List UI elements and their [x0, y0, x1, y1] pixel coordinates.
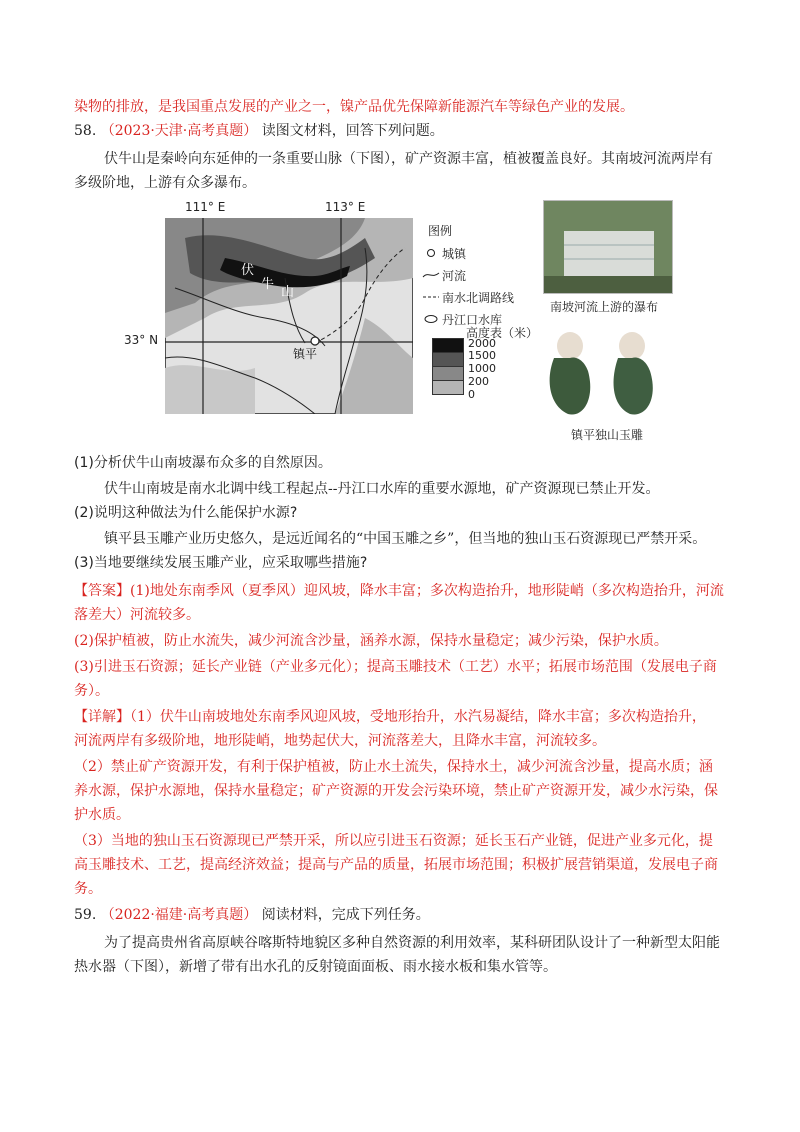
latitude-label: 33° N [124, 333, 159, 347]
detail-line: 务。 [74, 881, 102, 897]
detail-tag: 【详解】 [74, 709, 130, 725]
height-table-title: 高度表（米） [466, 326, 539, 340]
jade-carving-caption: 镇平独山玉雕 [571, 428, 644, 442]
elevation-band [432, 380, 464, 395]
material-paragraph: 伏牛山是秦岭向东延伸的一条重要山脉（下图），矿产资源丰富，植被覆盖良好。其南坡河流两岸有 [104, 151, 713, 167]
answer-line: 【答案】(1)地处东南季风（夏季风）迎风坡，降水丰富；多次构造抬升，地形陡峭（多次构造抬升，河流 [74, 583, 724, 599]
question-source: （2023·天津·高考真题） [100, 123, 258, 139]
detail-line: （2）禁止矿产资源开发，有利于保护植被，防止水土流失，保持水土，减少河流含沙量，提高水质；涵 [74, 759, 713, 775]
river-icon [420, 270, 442, 280]
waterfall-image [544, 201, 672, 293]
legend-item [420, 286, 550, 308]
question-number: 59. [74, 907, 97, 923]
elevation-scale [432, 338, 496, 402]
detail-line: 护水质。 [74, 807, 130, 823]
legend-label: 城镇 [442, 246, 467, 261]
detail-line: 河流两岸有多级阶地，地形陡峭，地势起伏大，河流落差大，且降水丰富，河流较多。 [74, 733, 606, 749]
longitude-label: 111° E [185, 200, 226, 214]
material-paragraph: 伏牛山南坡是南水北调中线工程起点--丹江口水库的重要水源地，矿产资源现已禁止开发。 [104, 481, 660, 497]
detail-line: （3）当地的独山玉石资源现已严禁开采，所以应引进玉石资源；延长玉石产业链，促进产业多元化，提 [74, 833, 713, 849]
detail-line: 高玉雕技术、工艺，提高经济效益；提高与产品的质量，拓展市场范围；积极扩展营销渠道，发展电子商 [74, 857, 718, 873]
sub-question-3: (3)当地要继续发展玉雕产业，应采取哪些措施? [74, 555, 368, 571]
material-paragraph: 多级阶地，上游有众多瀑布。 [74, 175, 256, 191]
legend-label: 丹江口水库 [442, 312, 503, 327]
elevation-value: 0 [468, 388, 475, 401]
question-instruction: 阅读材料，完成下列任务。 [261, 907, 430, 923]
prev-answer-tail: 染物的排放，是我国重点发展的产业之一，镍产品优先保障新能源汽车等绿色产业的发展。 [74, 99, 634, 115]
waterfall-photo [543, 200, 673, 294]
map-legend [420, 222, 550, 330]
elevation-band [432, 366, 464, 380]
legend-item [420, 264, 550, 286]
material-paragraph: 镇平县玉雕产业历史悠久，是远近闻名的“中国玉雕之乡”，但当地的独山玉石资源现已严禁开采。 [104, 531, 707, 547]
question-number: 58. [74, 123, 97, 139]
material-paragraph: 为了提高贵州省高原峡谷喀斯特地貌区多种自然资源的利用效率，某科研团队设计了一种新型太阳能 [104, 935, 720, 951]
elevation-bars [432, 338, 464, 402]
question-source: （2022·福建·高考真题） [100, 907, 258, 923]
town-label: 镇平 [293, 347, 318, 361]
legend-item [420, 242, 550, 264]
sub-question-1: (1)分析伏牛山南坡瀑布众多的自然原因。 [74, 455, 332, 471]
answer-line: 落差大）河流较多。 [74, 607, 200, 623]
detail-line: 【详解】（1）伏牛山南坡地处东南季风迎风坡，受地形抬升，水汽易凝结，降水丰富；多次构造抬升， [74, 709, 706, 725]
answer-line: (2)保护植被，防止水流失，减少河流含沙量，涵养水源，保持水量稳定；减少污染，保护水质。 [74, 633, 668, 649]
legend-title: 图例 [428, 224, 453, 238]
elevation-value: 200 [468, 375, 489, 388]
waterfall-caption: 南坡河流上游的瀑布 [550, 300, 659, 314]
answer-tag: 【答案】 [74, 583, 130, 599]
funiu-mountain-map [165, 218, 413, 414]
longitude-label: 113° E [325, 200, 366, 214]
question-instruction: 读图文材料，回答下列问题。 [261, 123, 444, 139]
answer-line: (3)引进玉石资源；延长产业链（产业多元化）；提高玉雕技术（工艺）水平；拓展市场范围（发展电子商 [74, 659, 717, 675]
elevation-band [432, 352, 464, 366]
detail-line: 养水源，保护水源地，保持水量稳定；矿产资源的开发会污染环境，禁止矿产资源开发，减少水污染，保 [74, 783, 718, 799]
town-icon [420, 248, 442, 258]
elevation-values [468, 338, 496, 402]
diversion-route-icon [420, 292, 442, 302]
question-59-header [74, 904, 734, 926]
mountain-char: 山 [281, 285, 295, 300]
material-paragraph: 热水器（下图），新增了带有出水孔的反射镜面面板、雨水接水板和集水管等。 [74, 959, 557, 975]
elevation-value: 1500 [468, 349, 496, 362]
question-58-header [74, 120, 734, 142]
legend-label: 南水北调路线 [442, 290, 515, 305]
answer-line: 务）。 [74, 683, 109, 699]
reservoir-icon [420, 314, 442, 324]
jade-carving-image [540, 326, 664, 420]
elevation-value: 2000 [468, 337, 496, 350]
elevation-value: 1000 [468, 362, 496, 375]
mountain-char: 伏 [241, 263, 255, 278]
mountain-char: 牛 [261, 277, 275, 292]
legend-label: 河流 [442, 268, 467, 283]
jade-carving-photo [540, 326, 664, 420]
elevation-band [432, 338, 464, 352]
sub-question-2: (2)说明这种做法为什么能保护水源? [74, 505, 298, 521]
